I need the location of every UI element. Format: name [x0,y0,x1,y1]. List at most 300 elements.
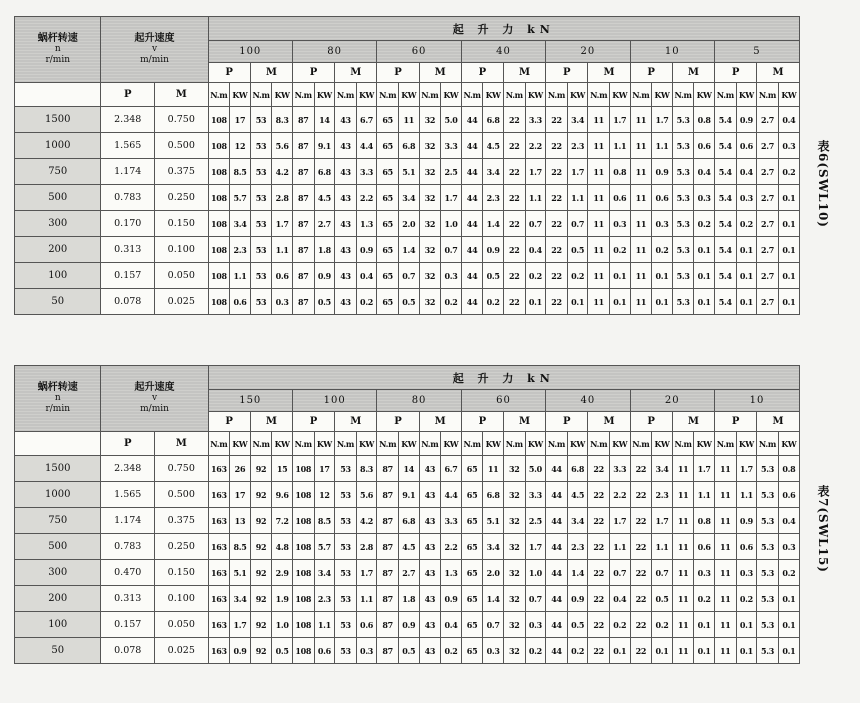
speed-header-cell [101,17,208,83]
table-row [15,638,800,664]
value-cell: 2.2 [525,133,546,159]
speed-p-value: 0.470 [101,560,155,586]
value-cell: 0.3 [441,263,462,289]
value-cell: 1.7 [441,185,462,211]
value-cell: 0.1 [694,237,715,263]
table-row [15,211,800,237]
value-cell: 1.4 [398,237,419,263]
value-cell: 0.6 [694,133,715,159]
value-cell: 1.1 [652,534,673,560]
value-cell: 3.4 [652,456,673,482]
unit-nm-header: N.m [630,83,652,107]
value-cell: 0.1 [694,263,715,289]
value-cell: 11 [398,107,419,133]
table-swl15-caption: 表7(SWL15) [816,485,830,573]
value-cell: 44 [461,211,483,237]
unit-kw-header: KW [483,432,504,456]
value-cell: 0.9 [230,638,251,664]
table-row [15,185,800,211]
m-subheader: M [250,63,292,83]
value-cell: 108 [208,211,230,237]
rpm-value: 200 [15,237,101,263]
speed-p-value: 0.783 [101,185,155,211]
value-cell: 2.7 [757,107,779,133]
value-cell: 13 [230,508,251,534]
value-cell: 0.2 [609,237,630,263]
unit-kw-header: KW [441,83,462,107]
value-cell: 32 [503,586,525,612]
speed-m-value: 0.375 [155,159,209,185]
value-cell: 6.7 [356,107,377,133]
value-cell: 0.3 [778,534,799,560]
value-cell: 0.1 [736,289,757,315]
value-cell: 87 [377,508,399,534]
speed-m-header: M [155,432,209,456]
value-cell: 2.7 [757,263,779,289]
unit-kw-header: KW [694,83,715,107]
value-cell: 53 [250,211,272,237]
value-cell: 6.8 [314,159,335,185]
value-cell: 5.4 [714,159,736,185]
load-group-header: 80 [292,41,376,63]
speed-m-value: 0.500 [155,133,209,159]
value-cell: 2.3 [230,237,251,263]
value-cell: 22 [546,133,568,159]
value-cell: 65 [461,586,483,612]
unit-kw-header: KW [609,432,630,456]
value-cell: 1.8 [314,237,335,263]
value-cell: 92 [250,508,272,534]
value-cell: 0.2 [778,560,799,586]
value-cell: 11 [588,159,610,185]
unit-nm-header: N.m [335,83,357,107]
table-row [15,107,800,133]
unit-kw-header: KW [778,83,799,107]
value-cell: 87 [377,612,399,638]
value-cell: 43 [335,237,357,263]
value-cell: 4.2 [356,508,377,534]
value-cell: 5.3 [672,289,694,315]
value-cell: 1.0 [441,211,462,237]
p-subheader: P [377,63,419,83]
speed-unit-label: m/min [140,404,169,414]
value-cell: 0.2 [736,211,757,237]
speed-m-value: 0.100 [155,586,209,612]
value-cell: 65 [377,263,399,289]
value-cell: 32 [503,612,525,638]
value-cell: 22 [588,456,610,482]
value-cell: 87 [292,185,314,211]
speed-p-value: 1.174 [101,508,155,534]
value-cell: 53 [250,107,272,133]
value-cell: 11 [588,211,610,237]
value-cell: 3.4 [314,560,335,586]
value-cell: 163 [208,560,230,586]
p-subheader: P [714,63,756,83]
unit-kw-header: KW [736,432,757,456]
value-cell: 44 [546,560,568,586]
value-cell: 11 [672,612,694,638]
p-subheader: P [630,63,672,83]
rpm-value: 300 [15,560,101,586]
value-cell: 3.3 [441,133,462,159]
value-cell: 0.1 [736,612,757,638]
speed-symbol-label: v [151,44,158,54]
table-swl15 [14,365,800,664]
value-cell: 5.3 [757,560,779,586]
unit-nm-header: N.m [419,83,441,107]
value-cell: 0.1 [694,289,715,315]
speed-title-label: 起升速度 [134,33,175,44]
value-cell: 0.1 [525,289,546,315]
value-cell: 0.7 [398,263,419,289]
rpm-value: 50 [15,289,101,315]
m-subheader: M [419,412,461,432]
value-cell: 1.7 [652,107,673,133]
value-cell: 43 [335,289,357,315]
value-cell: 3.4 [230,586,251,612]
table-swl10-caption: 表6(SWL10) [816,140,830,228]
value-cell: 5.3 [672,211,694,237]
value-cell: 0.7 [652,560,673,586]
unit-kw-header: KW [230,432,251,456]
value-cell: 5.4 [714,289,736,315]
unit-nm-header: N.m [503,432,525,456]
value-cell: 163 [208,534,230,560]
value-cell: 53 [335,456,357,482]
value-cell: 11 [714,534,736,560]
value-cell: 12 [314,482,335,508]
value-cell: 11 [588,263,610,289]
value-cell: 5.3 [757,612,779,638]
value-cell: 0.1 [609,289,630,315]
value-cell: 87 [377,534,399,560]
value-cell: 2.3 [652,482,673,508]
value-cell: 22 [630,586,652,612]
value-cell: 12 [230,133,251,159]
value-cell: 92 [250,560,272,586]
value-cell: 22 [503,159,525,185]
value-cell: 22 [588,482,610,508]
value-cell: 1.4 [567,560,588,586]
value-cell: 11 [714,560,736,586]
value-cell: 43 [335,107,357,133]
value-cell: 2.0 [483,560,504,586]
value-cell: 0.4 [778,508,799,534]
value-cell: 6.8 [483,107,504,133]
value-cell: 0.9 [483,237,504,263]
value-cell: 163 [208,586,230,612]
value-cell: 0.9 [441,586,462,612]
value-cell: 1.3 [356,211,377,237]
rpm-value: 750 [15,159,101,185]
value-cell: 0.6 [652,185,673,211]
value-cell: 22 [630,638,652,664]
p-subheader: P [546,63,588,83]
value-cell: 6.7 [441,456,462,482]
value-cell: 32 [419,211,441,237]
p-subheader: P [461,63,503,83]
value-cell: 108 [292,534,314,560]
speed-m-value: 0.050 [155,263,209,289]
speed-m-value: 0.050 [155,612,209,638]
value-cell: 0.1 [778,211,799,237]
value-cell: 32 [503,638,525,664]
speed-title-label: 起升速度 [134,382,175,393]
speed-header-cell [101,366,208,432]
speed-m-value: 0.750 [155,107,209,133]
value-cell: 2.3 [567,133,588,159]
value-cell: 44 [546,456,568,482]
value-cell: 2.3 [567,534,588,560]
value-cell: 43 [419,508,441,534]
speed-p-header: P [101,83,155,107]
rpm-value: 1000 [15,482,101,508]
value-cell: 0.4 [441,612,462,638]
value-cell: 0.9 [567,586,588,612]
unit-nm-header: N.m [714,432,736,456]
value-cell: 65 [377,107,399,133]
m-subheader: M [757,412,800,432]
value-cell: 14 [314,107,335,133]
value-cell: 0.1 [609,263,630,289]
value-cell: 5.4 [714,263,736,289]
value-cell: 0.1 [567,289,588,315]
value-cell: 1.8 [398,586,419,612]
value-cell: 2.7 [757,159,779,185]
value-cell: 22 [546,289,568,315]
value-cell: 11 [630,289,652,315]
value-cell: 108 [208,237,230,263]
value-cell: 0.3 [736,560,757,586]
m-subheader: M [672,63,714,83]
value-cell: 53 [335,508,357,534]
value-cell: 4.5 [567,482,588,508]
speed-p-value: 1.565 [101,133,155,159]
value-cell: 53 [250,185,272,211]
value-cell: 0.2 [778,159,799,185]
unit-nm-header: N.m [250,83,272,107]
value-cell: 53 [250,237,272,263]
value-cell: 0.3 [356,638,377,664]
value-cell: 3.3 [609,456,630,482]
unit-nm-header: N.m [208,432,230,456]
value-cell: 1.1 [230,263,251,289]
unit-nm-header: N.m [208,83,230,107]
unit-nm-header: N.m [757,432,779,456]
speed-m-value: 0.150 [155,211,209,237]
value-cell: 65 [377,159,399,185]
value-cell: 6.8 [398,133,419,159]
load-group-header: 10 [630,41,714,63]
value-cell: 1.7 [356,560,377,586]
value-cell: 0.8 [609,159,630,185]
speed-p-value: 0.313 [101,586,155,612]
value-cell: 108 [292,612,314,638]
value-cell: 0.5 [483,263,504,289]
rpm-title-label: 蜗杆转速 [37,382,78,393]
value-cell: 22 [588,508,610,534]
value-cell: 43 [335,133,357,159]
speed-m-value: 0.025 [155,289,209,315]
speed-m-value: 0.025 [155,638,209,664]
value-cell: 11 [714,586,736,612]
value-cell: 92 [250,482,272,508]
value-cell: 92 [250,638,272,664]
unit-nm-header: N.m [503,83,525,107]
value-cell: 43 [419,638,441,664]
value-cell: 22 [503,133,525,159]
value-cell: 2.2 [609,482,630,508]
value-cell: 0.1 [778,263,799,289]
value-cell: 3.3 [525,107,546,133]
value-cell: 0.5 [567,237,588,263]
value-cell: 9.1 [398,482,419,508]
unit-kw-header: KW [272,83,293,107]
value-cell: 163 [208,508,230,534]
value-cell: 0.4 [736,159,757,185]
load-group-header: 20 [630,390,714,412]
value-cell: 22 [546,185,568,211]
value-cell: 0.7 [441,237,462,263]
m-subheader: M [419,63,461,83]
value-cell: 0.9 [652,159,673,185]
m-subheader: M [250,412,292,432]
unit-kw-header: KW [314,83,335,107]
value-cell: 14 [398,456,419,482]
value-cell: 0.4 [525,237,546,263]
value-cell: 87 [292,159,314,185]
value-cell: 3.4 [230,211,251,237]
value-cell: 32 [419,237,441,263]
p-subheader: P [714,412,756,432]
unit-nm-header: N.m [292,83,314,107]
value-cell: 53 [250,133,272,159]
value-cell: 0.3 [694,185,715,211]
value-cell: 22 [503,263,525,289]
value-cell: 0.2 [441,289,462,315]
rpm-value: 100 [15,612,101,638]
value-cell: 0.8 [694,508,715,534]
unit-nm-header: N.m [588,83,610,107]
value-cell: 1.1 [609,133,630,159]
value-cell: 2.9 [272,560,293,586]
value-cell: 11 [483,456,504,482]
value-cell: 0.2 [525,638,546,664]
value-cell: 43 [335,211,357,237]
value-cell: 11 [672,586,694,612]
value-cell: 26 [230,456,251,482]
speed-p-value: 0.157 [101,263,155,289]
value-cell: 4.5 [398,534,419,560]
table-swl10 [14,16,800,315]
value-cell: 22 [630,456,652,482]
value-cell: 0.6 [778,482,799,508]
unit-kw-header: KW [652,432,673,456]
speed-m-value: 0.250 [155,534,209,560]
load-group-header: 100 [208,41,292,63]
value-cell: 0.9 [314,263,335,289]
rpm-value: 1500 [15,456,101,482]
table-row [15,159,800,185]
value-cell: 22 [546,159,568,185]
value-cell: 87 [292,211,314,237]
unit-kw-header: KW [567,432,588,456]
value-cell: 9.1 [314,133,335,159]
value-cell: 6.8 [483,482,504,508]
value-cell: 0.3 [525,612,546,638]
value-cell: 5.3 [757,586,779,612]
speed-p-value: 0.170 [101,211,155,237]
value-cell: 44 [546,638,568,664]
value-cell: 2.7 [757,289,779,315]
value-cell: 0.2 [483,289,504,315]
value-cell: 22 [503,289,525,315]
value-cell: 2.3 [314,586,335,612]
value-cell: 0.1 [778,586,799,612]
rpm-title-label: 蜗杆转速 [37,33,78,44]
table-row [15,482,800,508]
value-cell: 0.4 [778,107,799,133]
value-cell: 44 [461,263,483,289]
value-cell: 22 [503,107,525,133]
value-cell: 5.3 [672,107,694,133]
value-cell: 1.3 [441,560,462,586]
value-cell: 1.7 [525,159,546,185]
value-cell: 43 [419,560,441,586]
value-cell: 0.1 [736,638,757,664]
value-cell: 32 [503,560,525,586]
value-cell: 11 [588,289,610,315]
value-cell: 4.2 [272,159,293,185]
value-cell: 92 [250,612,272,638]
value-cell: 0.7 [609,560,630,586]
value-cell: 44 [546,612,568,638]
value-cell: 9.6 [272,482,293,508]
value-cell: 5.3 [672,133,694,159]
value-cell: 0.3 [778,133,799,159]
value-cell: 65 [377,237,399,263]
value-cell: 0.2 [356,289,377,315]
value-cell: 87 [377,456,399,482]
value-cell: 92 [250,456,272,482]
value-cell: 5.4 [714,185,736,211]
value-cell: 108 [292,456,314,482]
value-cell: 0.2 [567,638,588,664]
value-cell: 5.3 [672,237,694,263]
value-cell: 108 [208,107,230,133]
value-cell: 11 [588,107,610,133]
value-cell: 0.9 [736,107,757,133]
value-cell: 11 [672,534,694,560]
value-cell: 0.1 [778,237,799,263]
unit-kw-header: KW [398,83,419,107]
value-cell: 4.4 [441,482,462,508]
lift-force-header: 起 升 力 kN [208,17,799,41]
value-cell: 5.3 [672,159,694,185]
value-cell: 108 [208,159,230,185]
value-cell: 1.7 [694,456,715,482]
unit-nm-header: N.m [461,432,483,456]
load-group-header: 150 [208,390,292,412]
value-cell: 0.2 [652,237,673,263]
value-cell: 0.4 [609,586,630,612]
value-cell: 65 [461,638,483,664]
value-cell: 0.5 [652,586,673,612]
value-cell: 5.4 [714,107,736,133]
value-cell: 65 [461,456,483,482]
value-cell: 8.3 [356,456,377,482]
